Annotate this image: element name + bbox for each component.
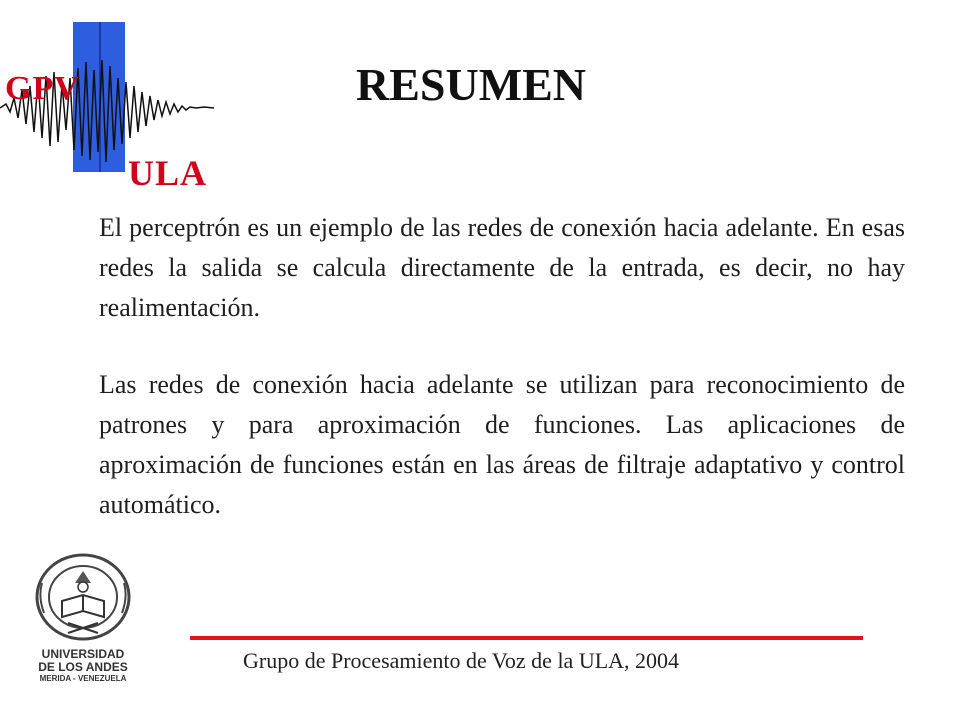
university-name-line2: DE LOS ANDES [38,660,128,674]
gpv-logo-text: GPV [5,70,80,107]
footer-divider [190,636,863,640]
slide-title: RESUMEN [356,59,587,110]
paragraph-perceptron: El perceptrón es un ejemplo de las redes de conexión hacia adelante. En esas redes la salida se calcula directamente de la entrada, es decir, no hay realimentación. [99,213,905,322]
ula-logo-text: ULA [128,153,208,193]
paragraph-applications: Las redes de conexión hacia adelante se utilizan para reconocimiento de patrones y para aproximación de funciones. Las aplicaciones de aproximación de funciones están en las áreas de filtraje adaptativo y control automático. [99,370,905,519]
seal-icon [28,553,138,648]
footer-credit: Grupo de Procesamiento de Voz de la ULA, 2004 [243,648,680,673]
university-name-line1: UNIVERSIDAD [41,647,125,661]
university-location: MERIDA - VENEZUELA [39,674,127,683]
gpv-ula-logo [0,20,220,193]
